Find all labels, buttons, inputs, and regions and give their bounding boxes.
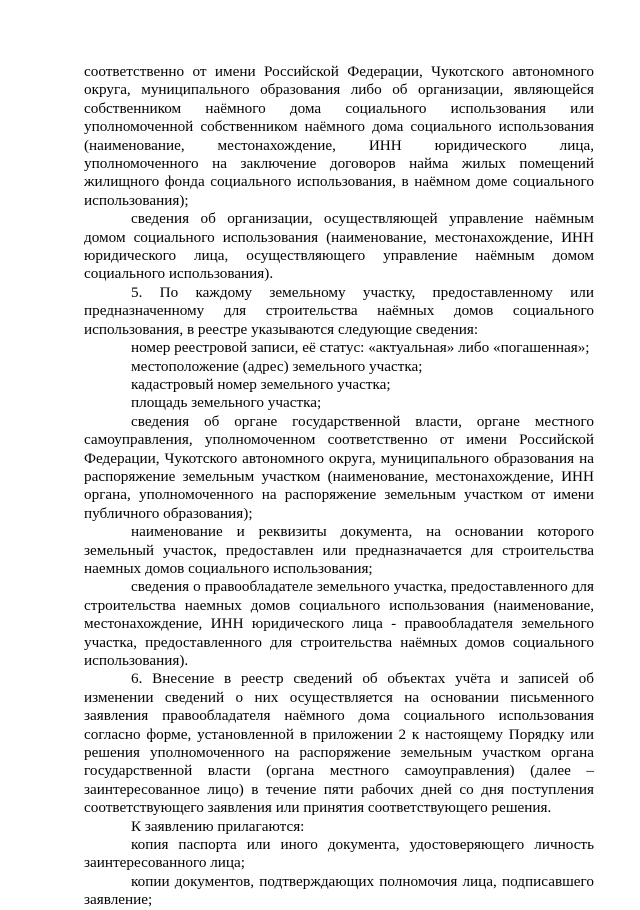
list-item-record-number: номер реестровой записи, её статус: «актуальная» либо «погашенная»; bbox=[131, 339, 590, 357]
list-item-location: местоположение (адрес) земельного участка; bbox=[131, 357, 423, 375]
paragraph-owner-info-continued: соответственно от имени Российской Федерации, Чукотского автономного округа, муниципального образования либо об организации, являющейся собственником наёмного дома социального использования или уполномоченной собственником наёмного дома социального использования (наименование, местонахождение, ИНН юридического лица, уполномоченного на заключение договоров найма жилых помещений жилищного фонда социального использования, в наёмном доме социального использования); bbox=[84, 63, 594, 209]
document-page bbox=[84, 63, 594, 910]
list-item-document-details: наименование и реквизиты документа, на основании которого земельный участок, предоставлен или предназначается для строительства наемных домов социального использования; bbox=[84, 523, 594, 577]
paragraph-item-5: 5. По каждому земельному участку, предоставленному или предназначенному для строительства наёмных домов социального использования, в реестре указываются следующие сведения: bbox=[84, 283, 594, 338]
paragraph-management-org: сведения об организации, осуществляющей управление наёмным домом социального использования (наименование, местонахождение, ИНН юридического лица, осуществляющего управление наёмным домом социального использования). bbox=[84, 210, 594, 283]
paragraph-attachments-intro: К заявлению прилагаются: bbox=[131, 817, 305, 835]
list-item-rights-holder: сведения о правообладателе земельного участка, предоставленного для строительства наемных домов социального использования (наименование, местонахождение, ИНН юридического лица - правообладателя земельного участка, предоставленного для строительства наёмных домов социального использования). bbox=[84, 578, 594, 669]
list-item-passport-copy: копия паспорта или иного документа, удостоверяющего личность заинтересованного лица; bbox=[84, 836, 594, 872]
list-item-authority-documents: копии документов, подтверждающих полномочия лица, подписавшего заявление; bbox=[84, 872, 594, 909]
paragraph-item-6: 6. Внесение в реестр сведений об объектах учёта и записей об изменении сведений о них осуществляется на основании письменного заявления правообладателя наёмного дома социального использования согласно форме, установленной в приложении 2 к настоящему Порядку или решения уполномоченного на распоряжение земельным участком органа государственной власти (органа местного самоуправления) (далее – заинтересованное лицо) в течение пяти рабочих дней со дня поступления соответствующего заявления или принятия соответствующего решения. bbox=[84, 670, 594, 817]
list-item-cadastral-number: кадастровый номер земельного участка; bbox=[131, 375, 391, 393]
list-item-area: площадь земельного участка; bbox=[131, 394, 322, 412]
list-item-authority: сведения об органе государственной власти, органе местного самоуправления, уполномоченном соответственно от имени Российской Федерации, Чукотского автономного округа, муниципального образования на распоряжение земельным участком (наименование, местонахождение, ИНН органа, уполномоченного на распоряжение земельным участком от имени публичного образования); bbox=[84, 412, 594, 522]
